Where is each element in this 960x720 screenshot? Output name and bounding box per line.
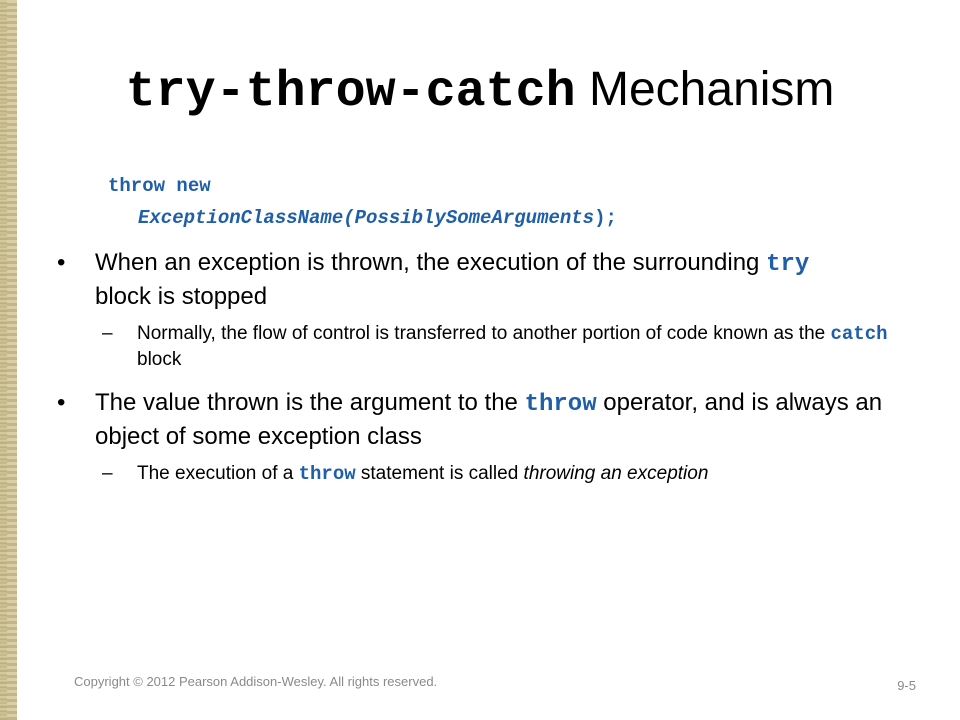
- bullet-1-sub: [102, 321, 897, 373]
- bullet-2-text-part1: The value thrown is the argument to the: [95, 389, 525, 416]
- bullet-1-text-part2: block is stopped: [95, 283, 268, 310]
- slide-title: [0, 52, 960, 131]
- bullet-dot-icon: •: [57, 249, 66, 276]
- bullet-2-text-part2: operator, and is always an object of some exception class: [95, 389, 883, 450]
- title-code: try-throw-catch: [125, 64, 576, 121]
- bullet-2-sub-code: throw: [298, 463, 356, 485]
- code-line-2: [138, 207, 617, 229]
- bullet-2-sub-italic: throwing an exception: [523, 463, 709, 484]
- bullet-2-sub: [102, 461, 917, 487]
- bullet-2: [57, 387, 915, 453]
- footer-copyright: Copyright © 2012 Pearson Addison-Wesley. All rights reserved.: [74, 674, 438, 689]
- bullet-1-text-part1: When an exception is thrown, the execution of the surrounding: [95, 249, 767, 276]
- bullet-1-code: try: [766, 251, 810, 278]
- title-text: Mechanism: [575, 63, 835, 116]
- bullet-2-code: throw: [524, 391, 597, 418]
- bullet-1: [57, 247, 815, 313]
- bullet-1-sub-code: catch: [830, 323, 888, 345]
- dash-icon: –: [102, 323, 113, 344]
- bullet-1-sub-part2: block: [137, 349, 182, 370]
- page-number: 9-5: [897, 678, 916, 693]
- bullet-dot-icon: •: [57, 389, 66, 416]
- bullet-2-sub-part2: statement is called: [355, 463, 524, 484]
- code-line-1: throw new: [108, 175, 211, 197]
- code-line-2-tail: );: [594, 207, 617, 229]
- bullet-2-sub-part1: The execution of a: [137, 463, 299, 484]
- dash-icon: –: [102, 463, 113, 484]
- code-line-2-italic: ExceptionClassName(PossiblySomeArguments: [138, 207, 595, 229]
- bullet-1-sub-part1: Normally, the flow of control is transferred to another portion of code known as the: [137, 323, 831, 344]
